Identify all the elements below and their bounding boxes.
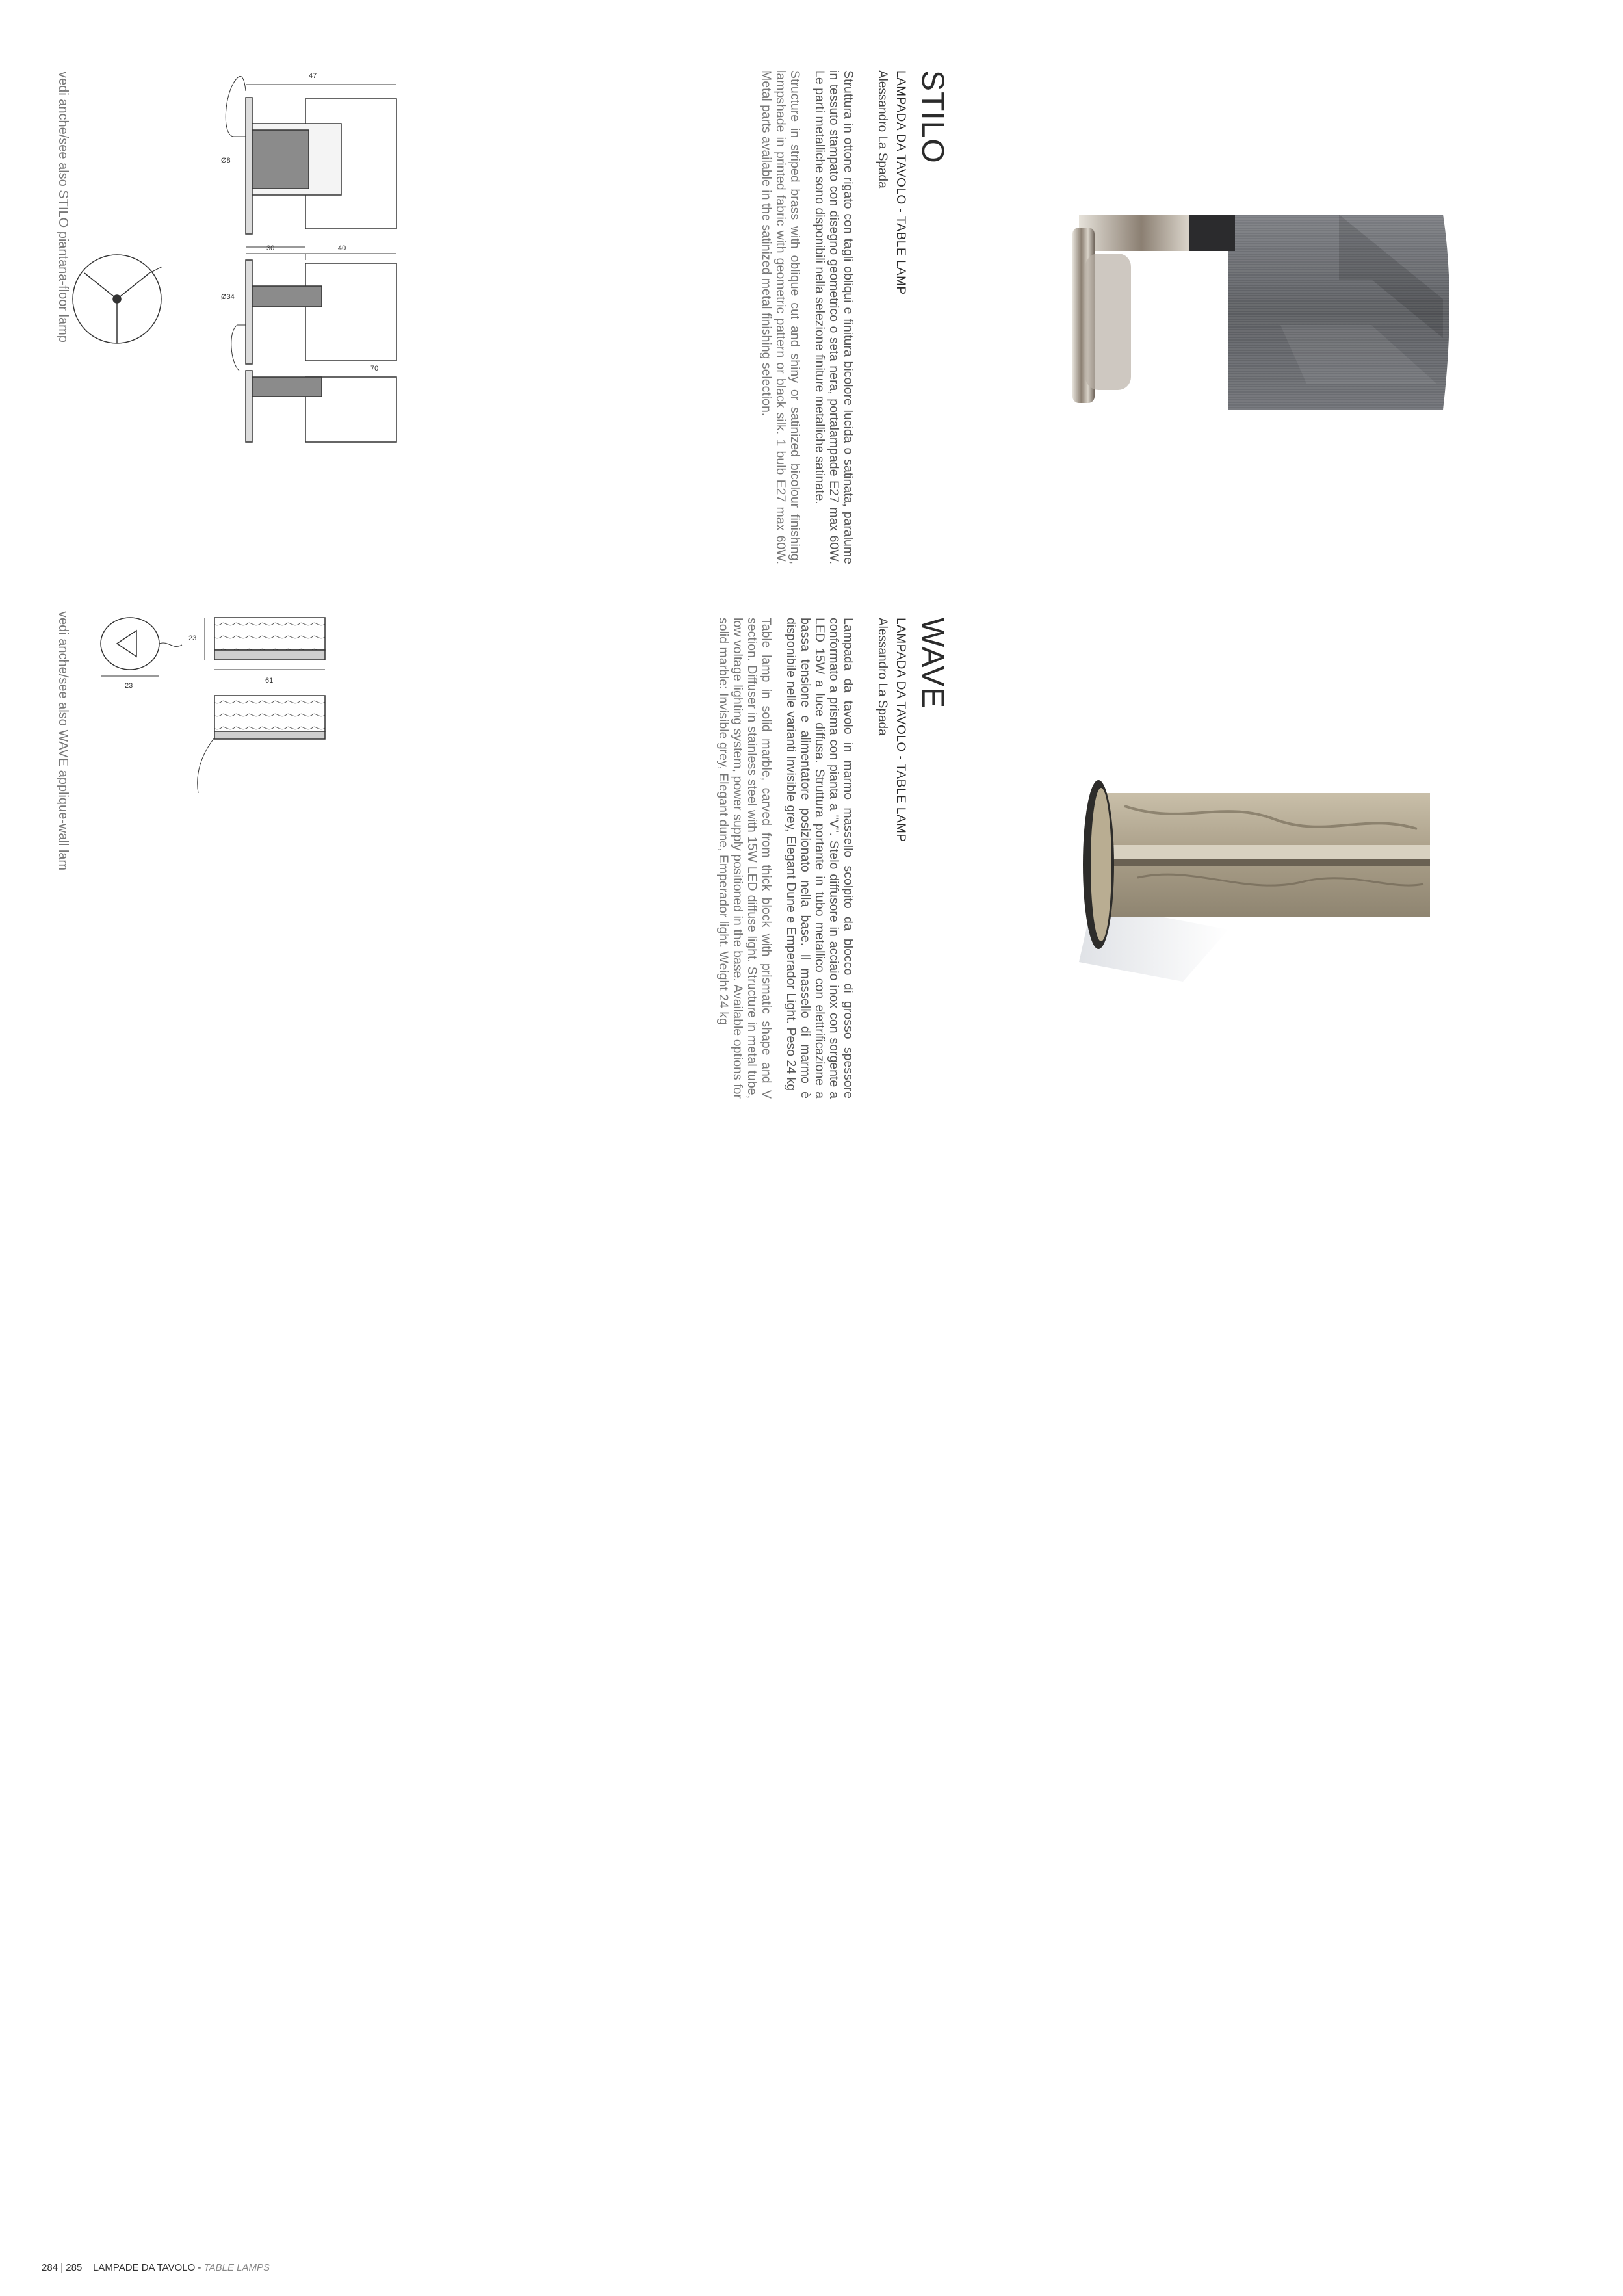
stilo-base-plan (58, 241, 175, 358)
stilo-text-block (759, 70, 948, 564)
wave-title: WAVE (915, 618, 950, 709)
stilo-lamp-image (1033, 169, 1469, 436)
stilo-title: STILO (915, 70, 950, 164)
wave-technical-drawing (91, 605, 338, 813)
stilo-photo (1033, 169, 1469, 436)
stilo-technical-drawing (91, 65, 403, 449)
stilo-dim-d8: Ø8 (221, 157, 231, 164)
stilo-description-en: Structure in striped brass with oblique cut and shiny or satinized bicolour finishing, lampshade in printed fabric with geometric pattern or black silk. 1 bulb E27 max 60W. Metal parts available in the satinized metal finishing selection. (759, 70, 802, 564)
wave-see-also: vedi anche/see also WAVE applique-wall lam (56, 611, 70, 871)
stilo-dim-40: 40 (338, 244, 346, 252)
stilo-dim-d34: Ø34 (221, 293, 235, 301)
wave-drawing-svg (91, 605, 338, 813)
wave-dim-b23: 23 (125, 682, 133, 690)
stilo-subtitle: LAMPADA DA TAVOLO - TABLE LAMP (894, 70, 907, 295)
wave-text-block (716, 618, 948, 1099)
wave-subtitle: LAMPADA DA TAVOLO - TABLE LAMP (894, 618, 907, 842)
wave-lamp-image (1053, 767, 1469, 1001)
page-numbers: 284 | 285 (42, 2262, 83, 2273)
wave-designer: Alessandro La Spada (876, 618, 889, 736)
section-label-en: TABLE LAMPS (203, 2262, 270, 2273)
stilo-description-it: Struttura in ottone rigato con tagli obliqui e finitura bicolore lucida o satinata, paralume in tessuto stampato con disegno geometrico o seta nera, portalampade E27 max 60W. Le parti metalliche sono disponibili nella selezione finiture metalliche satinate. (812, 70, 855, 564)
wave-description-it: Lampada da tavolo in marmo massello scolpito da blocco di grosso spessore conformato a prisma con pianta a "V". Stelo diffusore in acciaio inox con sorgente a LED 15W a luce diffusa. Struttura portante in tubo metallico con elettrificazione a bassa tensione e alimentatore posizionato nella base. Il massello di marmo è disponibile nelle varianti Invisible grey, Elegant Dune e Emperador Light. Peso 24 kg (784, 618, 855, 1099)
stilo-dim-47: 47 (309, 72, 317, 80)
stilo-dim-30: 30 (266, 244, 275, 252)
wave-dim-61: 61 (265, 677, 274, 685)
section-label: LAMPADE DA TAVOLO (92, 2262, 196, 2273)
stilo-dim-70: 70 (370, 365, 379, 372)
wave-description-en: Table lamp in solid marble, carved from thick block with prismatic shape and V section. Diffuser in stainless steel with 15W LED diffuse light. Structure in metal tube, low voltage lighting system, power supply positioned in the base. Available options for solid marble: Invisible grey, Elegant dune, Emperador light. Weight 24 kg (716, 618, 773, 1099)
wave-photo (1053, 767, 1469, 1001)
stilo-see-also: vedi anche/see also STILO piantana-floor lamp (56, 72, 70, 343)
page-footer (42, 2262, 270, 2273)
wave-dim-h23: 23 (188, 634, 197, 642)
stilo-designer: Alessandro La Spada (876, 70, 889, 189)
section-separator: - (195, 2262, 204, 2273)
